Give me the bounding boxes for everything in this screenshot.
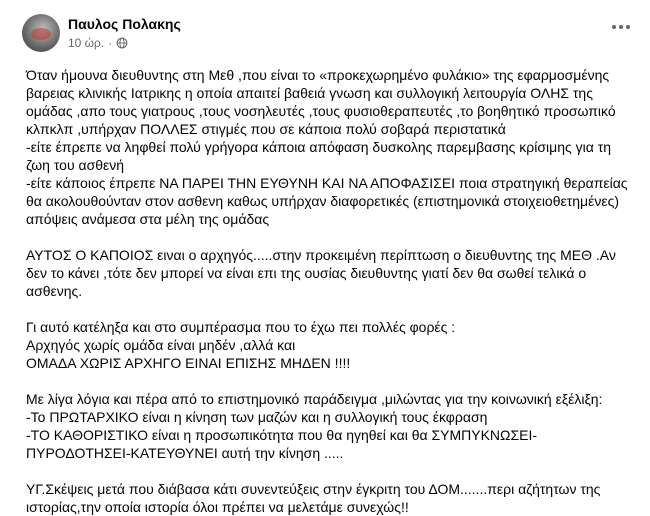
more-horizontal-icon[interactable] <box>606 12 636 42</box>
post-meta <box>68 35 181 51</box>
post-paragraph-1: Όταν ήμουνα διευθυντης στη Μεθ ,που είναι το «προκεχωρημένο φυλάκιο» της εφαρμοσμένης βαρειας κλινικής Ιατρικης η οποία απαιτεί βαθειά γνωση και συλλογική λειτουργία ΟΛΗΣ της ομάδας ,απο τους γιατρους ,τους νοσηλευτές ,τους φυσιοθεραπευτές ,το βοηθητικό προσωπικό κλπκλπ ,υπήρχαν ΠΟΛΛΕΣ στιγμές που σε κάποια πολύ σοβαρά περιστατικά -είτε έπρεπε να ληφθεί πολύ γρήγορα κάποια απόφαση δυσκολης παρεμβασης κρίσιμης για τη ζωη του ασθενή -είτε κάποιος έπρεπε ΝΑ ΠΑΡΕΙ ΤΗΝ ΕΥΘΥΝΗ ΚΑΙ ΝΑ ΑΠΟΦΑΣΙΣΕΙ ποια στρατηγική θεραπείας θα ακολουθούνταν στον ασθενη καθως υπήρχαν διαφορετικές (επιστημονικά στοιχειοθετημένες) απόψεις ανάμεσα στα μέλη της ομάδας <box>26 67 628 227</box>
post-paragraph-5: ΥΓ.Σκέψεις μετά που διάβασα κάτι συνεντεύξεις στην έγκριτη του ΔΟΜ.......περι αζήτητων της ιστορίας,την οποία ιστορία όλοι πρέπει να μελετάμε συνεχώς!! <box>26 481 601 515</box>
post-paragraph-4: Με λίγα λόγια και πέρα από το επιστημονικό παράδειγμα ,μιλώντας για την κοινωνική εξέλιξη: -Το ΠΡΩΤΑΡΧΙΚΟ είναι η κίνηση των μαζών και η συλλογική τους έκφραση -ΤΟ ΚΑΘΟΡΙΣΤΙΚΟ είναι η προσωπικότητα που θα ηγηθεί και θα ΣΥΜΠΥΚΝΩΣΕΙ-ΠΥΡΟΔΟΤΗΣΕΙ-ΚΑΤΕΥΘΥΝΕΙ αυτή την κίνηση ..... <box>26 391 603 461</box>
post-header <box>22 10 181 56</box>
post-paragraph-2: ΑΥΤΟΣ Ο ΚΑΠΟΙΟΣ ειναι ο αρχηγός.....στην προκειμένη περίπτωση ο διευθυντης της ΜΕΘ .Αν δεν το κάνει ,τότε δεν μπορεί να είναι επι της ουσίας διευθυντης γιατί δεν θα σωθεί τελικά ο ασθενης. <box>26 247 616 299</box>
globe-icon[interactable] <box>116 37 128 49</box>
author-block <box>68 15 181 51</box>
post-paragraph-3: Γι αυτό κατέληξα και στο συμπέρασμα που το έχω πει πολλές φορές : Αρχηγός χωρίς ομάδα είναι μηδέν ,αλλά και ΟΜΑΔΑ ΧΩΡΙΣ ΑΡΧΗΓΟ ΕΙΝΑΙ ΕΠΙΣΗΣ ΜΗΔΕΝ !!!! <box>26 319 456 371</box>
meta-separator: · <box>108 36 113 50</box>
author-name[interactable]: Παυλος Πολακης <box>68 16 181 32</box>
avatar[interactable] <box>22 14 60 52</box>
post-timestamp[interactable]: 10 ώρ. <box>68 36 105 50</box>
post-body <box>26 66 638 516</box>
